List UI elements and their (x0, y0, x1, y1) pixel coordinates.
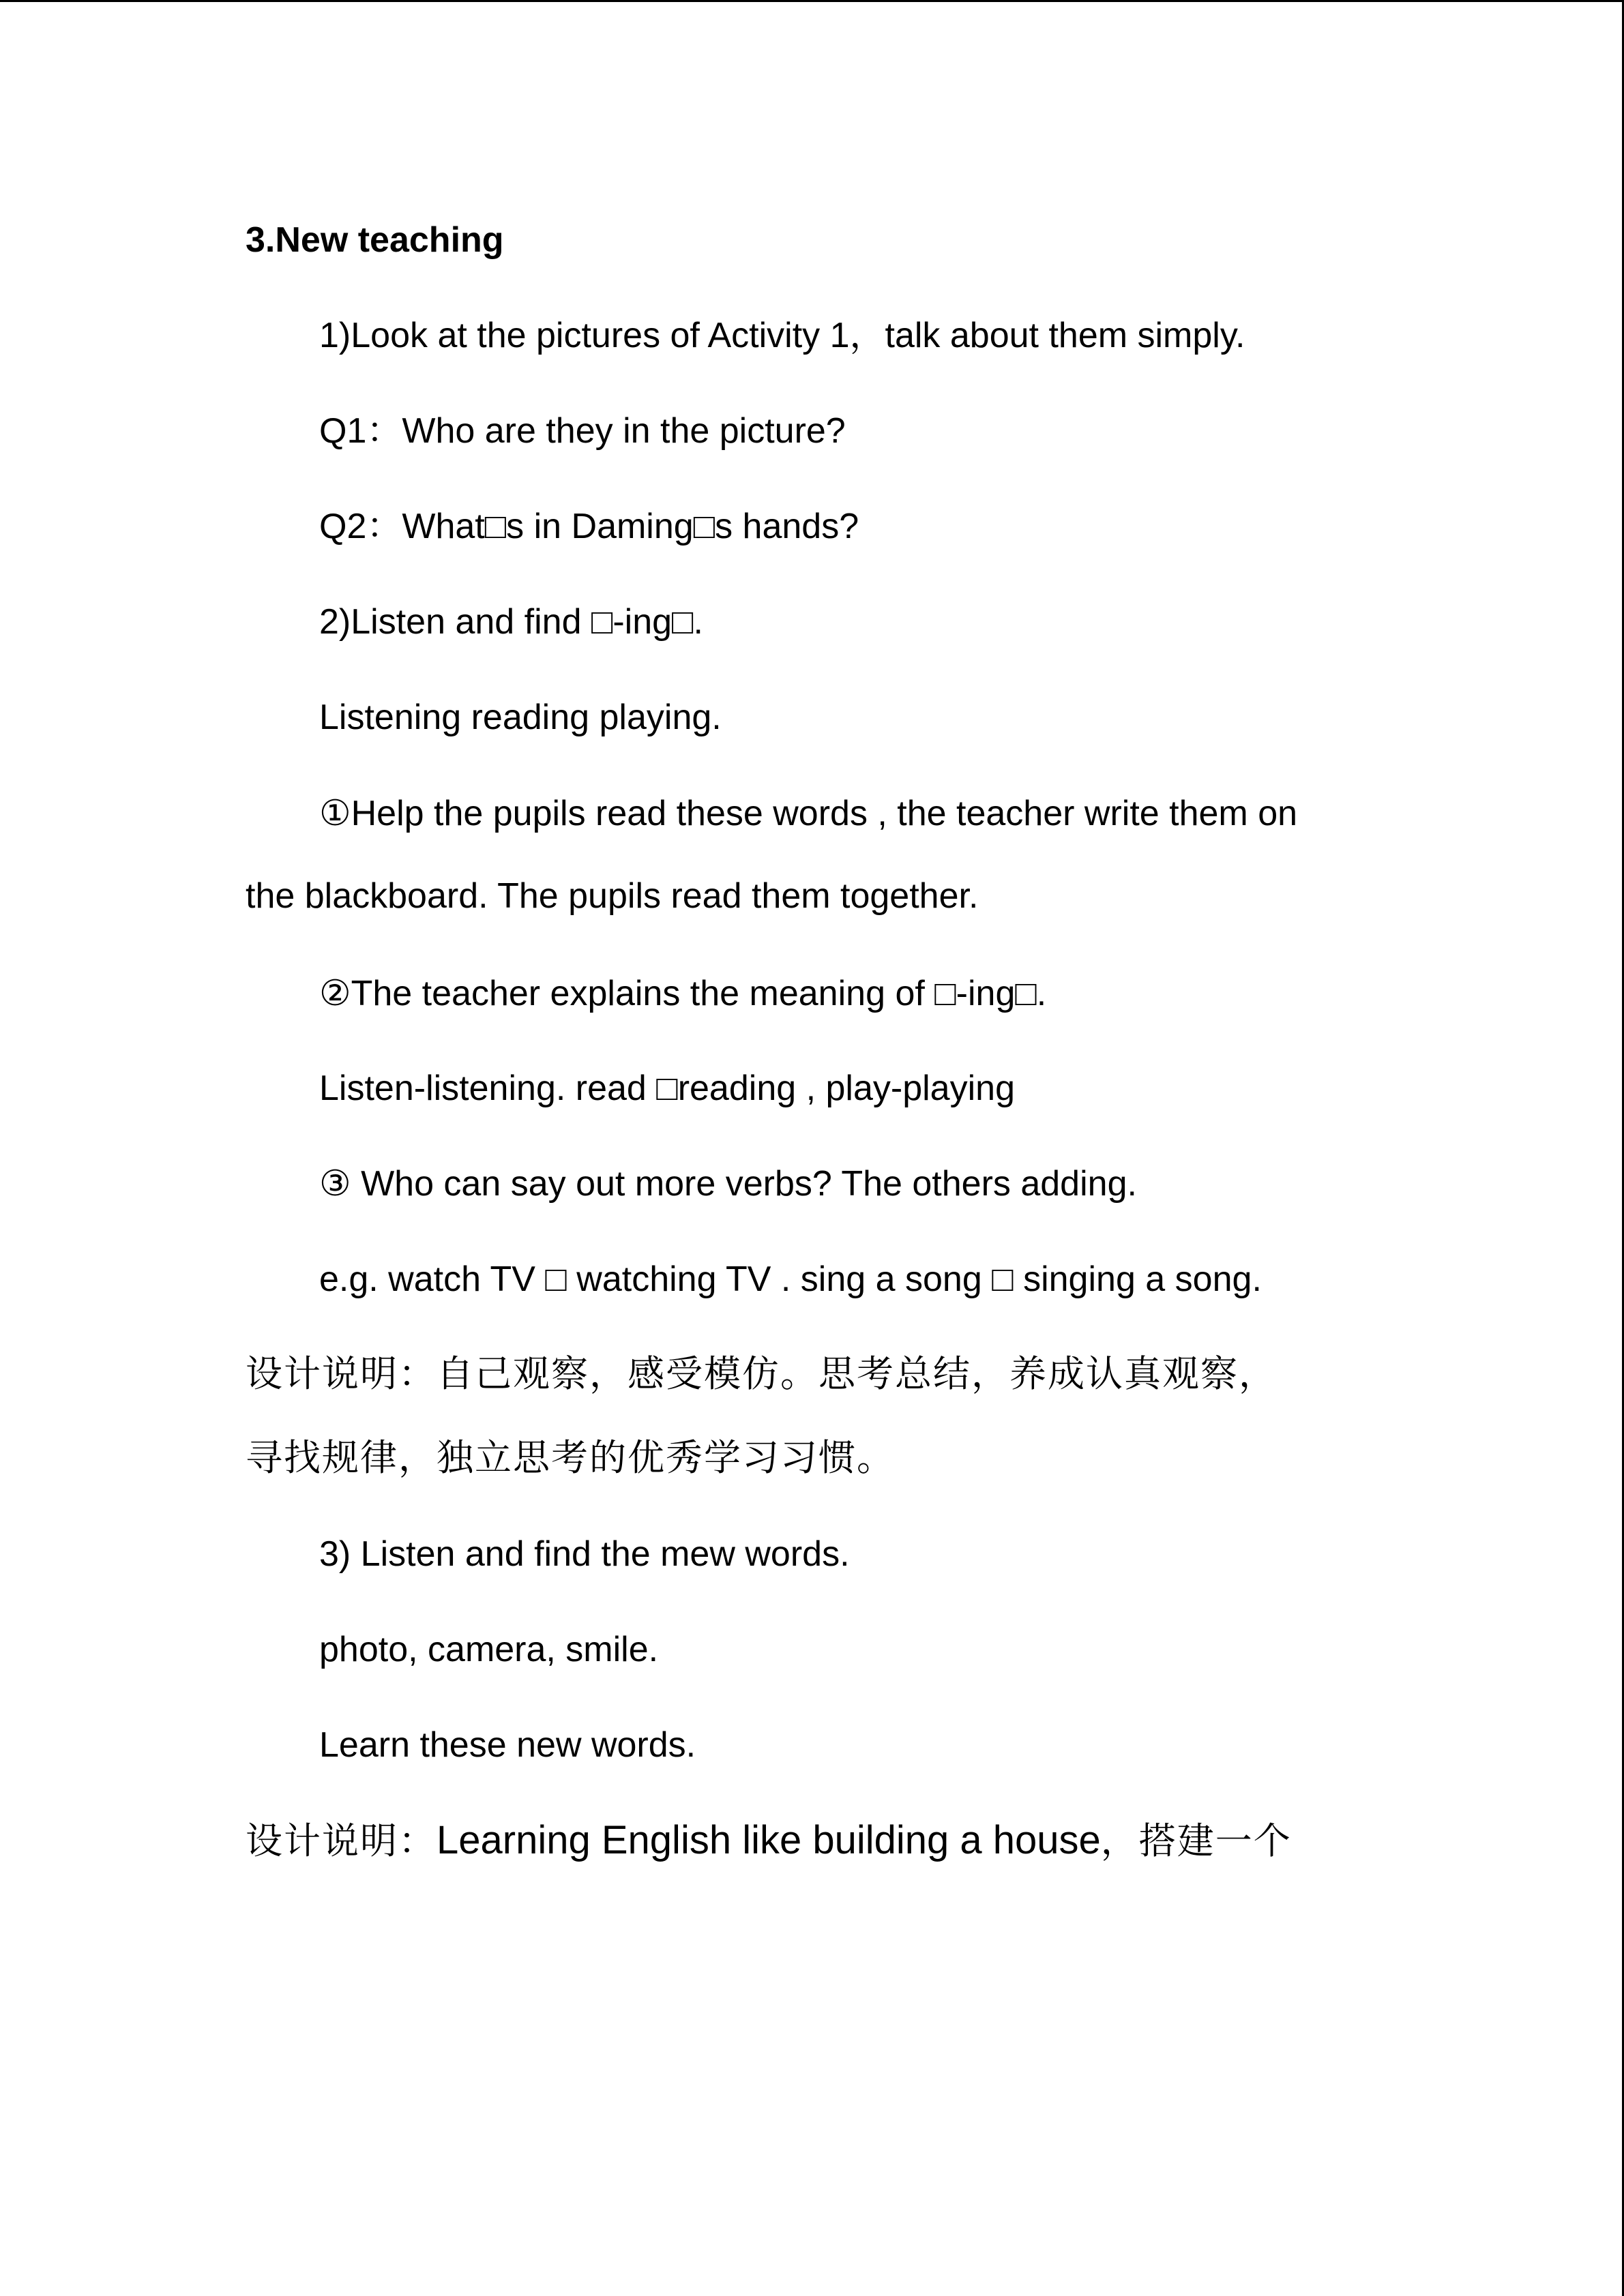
page-top-border (0, 0, 1624, 2)
design-note-suffix: ，搭建一个 (1100, 1819, 1292, 1862)
paragraph-line: ①Help the pupils read these words , the teacher write them on (319, 794, 1298, 833)
paragraph-line: Learn these new words. (319, 1725, 696, 1765)
paragraph-line: 2)Listen and find □-ing□. (319, 602, 703, 642)
design-note-line: 寻找规律，独立思考的优秀学习习惯。 (246, 1436, 895, 1479)
paragraph-line: e.g. watch TV □ watching TV . sing a song □ singing a song. (319, 1259, 1262, 1299)
design-note-english: Learning English like building a house (437, 1818, 1101, 1862)
paragraph-line: Q2：What□s in Daming□s hands? (319, 507, 859, 546)
paragraph-line: 1)Look at the pictures of Activity 1，talk about them simply. (319, 316, 1245, 355)
design-note-line (246, 1818, 1292, 1862)
paragraph-line: 3) Listen and find the mew words. (319, 1534, 850, 1574)
design-note-line: 设计说明：自己观察，感受模仿。思考总结，养成认真观察， (246, 1352, 1277, 1395)
paragraph-line: Listening reading playing. (319, 698, 722, 737)
paragraph-line: ②The teacher explains the meaning of □-ing□. (319, 974, 1047, 1013)
paragraph-line: Listen-listening. read □reading , play-playing (319, 1069, 1015, 1108)
paragraph-line: ③ Who can say out more verbs? The others adding. (319, 1164, 1137, 1204)
design-note-prefix: 设计说明： (246, 1819, 437, 1862)
paragraph-line: the blackboard. The pupils read them together. (246, 876, 979, 916)
section-heading: 3.New teaching (246, 220, 504, 260)
paragraph-line: photo, camera, smile. (319, 1630, 659, 1669)
paragraph-line: Q1：Who are they in the picture? (319, 411, 846, 451)
